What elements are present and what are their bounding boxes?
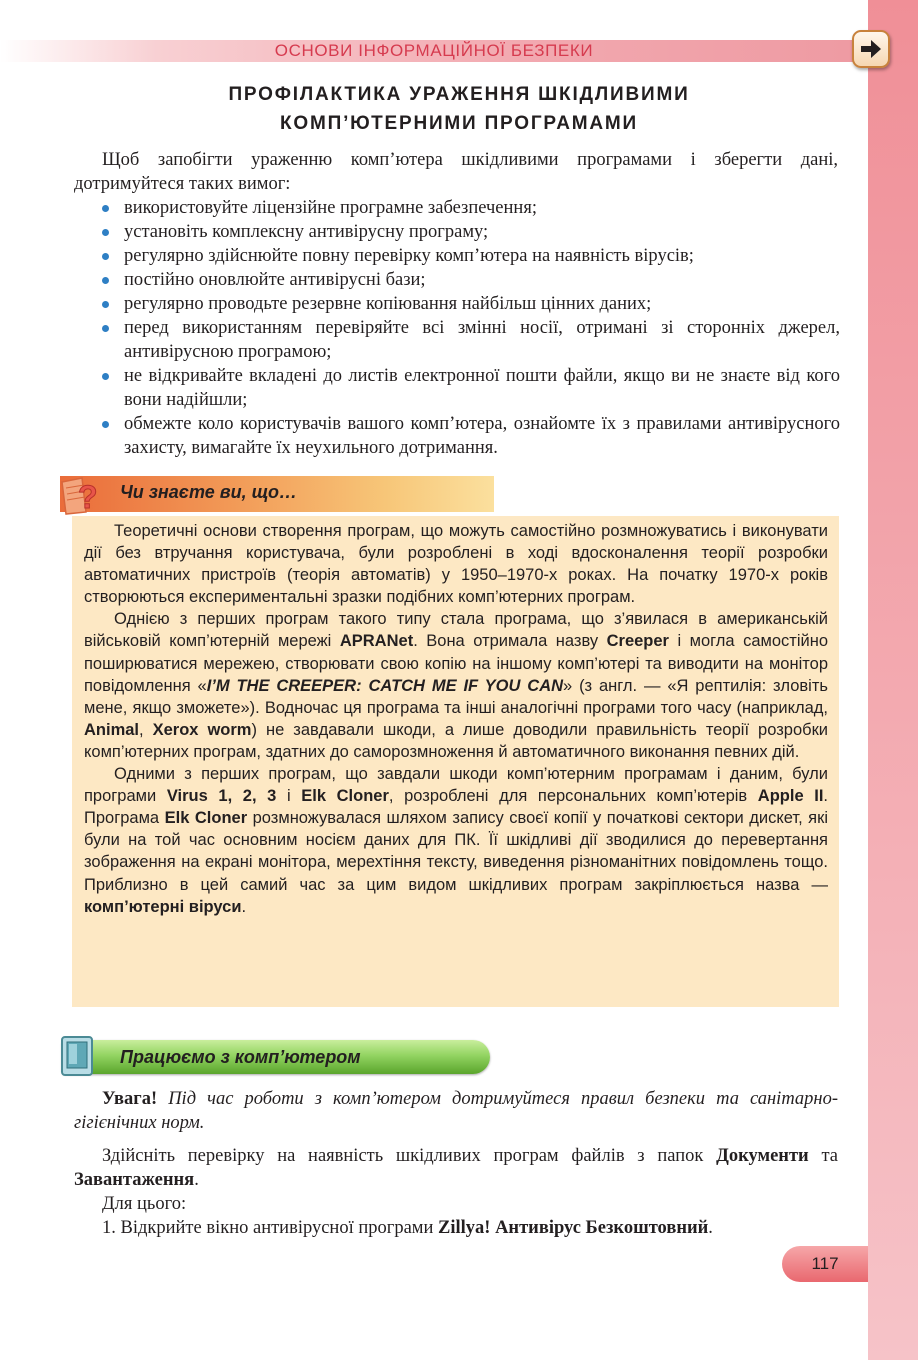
list-item: установіть комплексну антивірусну програму;: [74, 220, 840, 244]
page-edge-band: [868, 0, 918, 1360]
list-item: перед використанням перевіряйте всі змінні носії, отримані зі сторонніх джерел, антивірусною програмою;: [74, 316, 840, 364]
did-you-know-heading: Чи знаєте ви, що…: [120, 482, 297, 502]
info-paragraph-2: Однією з перших програм такого типу стала програма, що з’явилася в американській військовій комп’ютерній мережі APRANet. Вона отримала назву Creeper і могла самостійно поширюватися мережею, створювати свою копію на іншому комп’ютері та виводити на монітор повідомлення «I’M THE CREEPER: CATCH ME IF YOU CAN» (з англ. — «Я рептилія: зловіть мене, якщо зможете»). Водночас ця програма та інші аналогічні програми того часу (наприклад, Animal, Xerox worm) не завдавали шкоди, а лише доводили правильність теорії розробки комп’ютерних програм, здатних до саморозмноження й автоматичного виконання певних дій.: [84, 610, 829, 761]
bullet-icon: [102, 253, 109, 260]
info-paragraph-3: Одними з перших програм, що завдали шкоди комп’ютерним програмам і даним, були програми Virus 1, 2, 3 і Elk Cloner, розроблені для персональних комп’ютерів Apple II. Програма Elk Cloner розмножувалася шляхом запису своєї копії у початкові сектори дискет, які були на той час основним носієм даних для ПК. Її шкідливі дії зводилися до перевертання зображення на екрані монітора, мерехтіння тексту, виведення різноманітних повідомлень тощо. Приблизно в цей самий час за цим видом шкідливих програм закріплюється назва — комп’ютерні віруси.: [84, 765, 829, 916]
for-this-label: Для цього:: [102, 1194, 187, 1214]
bullet-icon: [102, 277, 109, 284]
arrow-right-icon: [860, 39, 882, 59]
safety-warning: Увага! Під час роботи з комп’ютером дотримуйтеся правил безпеки та санітарно-гігієнічних норм.: [74, 1089, 838, 1133]
title-line-2: КОМП’ЮТЕРНИМИ ПРОГРАМАМИ: [280, 113, 638, 134]
list-item: регулярно здійснюйте повну перевірку комп’ютера на наявність вірусів;: [74, 244, 840, 268]
bullet-icon: [102, 373, 109, 380]
requirements-list: [74, 196, 840, 460]
title-line-1: ПРОФІЛАКТИКА УРАЖЕННЯ ШКІДЛИВИМИ: [228, 84, 690, 105]
section-header: ОСНОВИ ІНФОРМАЦІЙНОЇ БЕЗПЕКИ: [274, 41, 594, 60]
svg-text:?: ?: [78, 479, 98, 515]
list-item: обмежте коло користувачів вашого комп’ютера, ознайомте їх з правилами антивірусного захисту, вимагайте їх неухильного дотримання.: [74, 412, 840, 460]
page-title: [0, 80, 918, 138]
list-item: регулярно проводьте резервне копіювання найбільш цінних даних;: [74, 292, 840, 316]
bullet-icon: [102, 229, 109, 236]
bullet-icon: [102, 301, 109, 308]
step-1: 1. Відкрийте вікно антивірусної програми Zillya! Антивірус Безкоштовний.: [102, 1218, 713, 1238]
info-paragraph-1: Теоретичні основи створення програм, що можуть самостійно розмножуватись і виконувати дії без втручання користувача, були розроблені в ході вдосконалення теорії розробки автоматичних пристроїв (теорія автоматів) у 1950–1970-х роках. На початку 1970-х років створюються експериментальні зразки подібних комп’ютерних програм.: [84, 522, 828, 607]
intro-paragraph: Щоб запобігти ураженню комп’ютера шкідливими програмами і зберегти дані, дотримуйтеся таких вимог:: [74, 150, 838, 194]
info-box-text: [84, 520, 828, 918]
bullet-icon: [102, 421, 109, 428]
list-item: не відкривайте вкладені до листів електронної пошти файли, якщо ви не знаєте від кого вони надійшли;: [74, 364, 840, 412]
question-mark-icon: [56, 472, 104, 518]
list-item: використовуйте ліцензійне програмне забезпечення;: [74, 196, 840, 220]
bullet-icon: [102, 205, 109, 212]
monitor-icon: [60, 1035, 96, 1077]
bullet-icon: [102, 325, 109, 332]
task-paragraph: Здійсніть перевірку на наявність шкідливих програм файлів з папок Документи та Завантаження.: [74, 1146, 838, 1190]
page-number: 117: [782, 1246, 868, 1282]
next-page-button[interactable]: [852, 30, 890, 68]
list-item: постійно оновлюйте антивірусні бази;: [74, 268, 840, 292]
computer-section-heading: Працюємо з комп’ютером: [120, 1047, 361, 1067]
